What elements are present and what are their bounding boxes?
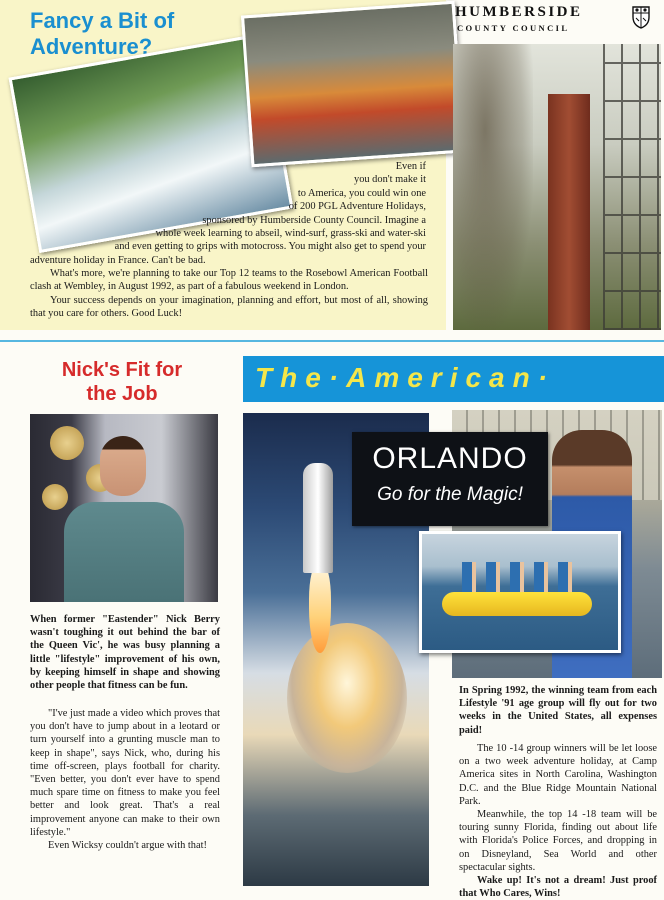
nick-berry-photo [30, 414, 218, 602]
canoeing-photo [241, 1, 465, 168]
banana-boat-photo [419, 531, 621, 653]
nick-quote-paragraph: "I've just made a video which proves that you don't have to jump about in a leotard or turn yourself into a grunting muscle man to keep in shape", says Nick, who, during his time off-screen, plays football for charity. "Even better, you don't ever have to spend much spare time on fitness to make you feel better and look great. That's a real improvement anyone can make to their own lifestyle." [30, 708, 220, 838]
shuttle-shape [303, 463, 333, 573]
orlando-logo [352, 432, 548, 526]
adventure-text-line: of 200 PGL Adventure Holidays, [288, 201, 426, 213]
adventure-paragraph-good-luck: Your success depends on your imagination, planning and effort, but most of all, showing that you care for others. Good Luck! [30, 294, 428, 320]
council-subtitle: COUNTY COUNCIL [457, 23, 570, 33]
adventure-text-line: Even if [395, 161, 426, 172]
crest-icon [632, 5, 650, 29]
flame-shape [309, 563, 331, 653]
nick-closing-paragraph: Even Wicksy couldn't argue with that! [48, 840, 207, 852]
american-body [459, 742, 657, 900]
american-banner [243, 356, 664, 402]
council-logo [455, 4, 660, 38]
banana-boat-shape [442, 592, 592, 616]
orlando-name: ORLANDO [372, 442, 528, 475]
adventure-text-line: and even getting to grips with motocross. You might also get to spend your [114, 241, 426, 253]
poster-circle [42, 484, 68, 510]
nick-lead-paragraph: When former "Eastender" Nick Berry wasn't toughing it out behind the bar of the Queen Vic', he was busy planning a little "lifestyle" improvement of his own, by keeping himself in shape and showing other people that fitness can be fun. [30, 614, 220, 692]
council-name: HUMBERSIDE [455, 4, 583, 20]
adventure-text-line: sponsored by Humberside County Council. Imagine a [202, 214, 426, 226]
orlando-tagline: Go for the Magic! [377, 484, 523, 505]
adventure-text-line: adventure holiday in France. Can't be bad. [30, 254, 206, 266]
climbing-wall-shape [548, 94, 590, 330]
poster-circle [50, 426, 84, 460]
riders-shape [462, 562, 582, 596]
american-banner-title: The·American· [255, 362, 556, 393]
nick-title [22, 358, 222, 406]
shirt-shape [64, 502, 184, 602]
american-florida-paragraph: Meanwhile, the top 14 -18 team will be touring sunny Florida, finding out about life with Florida's Police Forces, and dropping in on Disneyland, Sea World and other spectacular sights. [459, 809, 657, 873]
climbing-tower-photo [453, 44, 661, 330]
adventure-title-line1: Fancy a Bit of [30, 8, 175, 33]
section-divider [0, 340, 664, 342]
american-lead-paragraph: In Spring 1992, the winning team from each Lifestyle '91 age group will fly out for two weeks in the United States, all expenses paid! [459, 685, 657, 736]
smoke-plume-shape [287, 623, 407, 773]
american-closing-paragraph: Wake up! It's not a dream! Just proof that Who Cares, Wins! [459, 875, 657, 900]
adventure-text-line: whole week learning to abseil, wind-surf, grass-ski and water-ski [155, 228, 426, 240]
adventure-text-line: to America, you could win one [297, 187, 426, 199]
adventure-closing-text [30, 267, 428, 321]
scaffold-shape [603, 44, 661, 330]
head-shape [100, 436, 146, 496]
adventure-paragraph-wembley: What's more, we're planning to take our Top 12 teams to the Rosebowl American Football clash at Wembley, in August 1992, as part of a fabulous weekend in London. [30, 268, 428, 293]
adventure-text-line: you don't make it [354, 174, 426, 186]
tree-shape [453, 44, 533, 330]
adventure-title-line2: Adventure? [30, 34, 153, 59]
adventure-intro-text [30, 161, 426, 267]
american-camp-paragraph: The 10 -14 group winners will be let loose on a two week adventure holiday, at Camp America sites in North Carolina, Washington D.C. and the Blue Ridge Mountain National Park. [459, 743, 657, 807]
nick-title-line2: the Job [86, 383, 158, 405]
nick-body [30, 707, 220, 852]
nick-title-line1: Nick's Fit for [61, 359, 183, 381]
